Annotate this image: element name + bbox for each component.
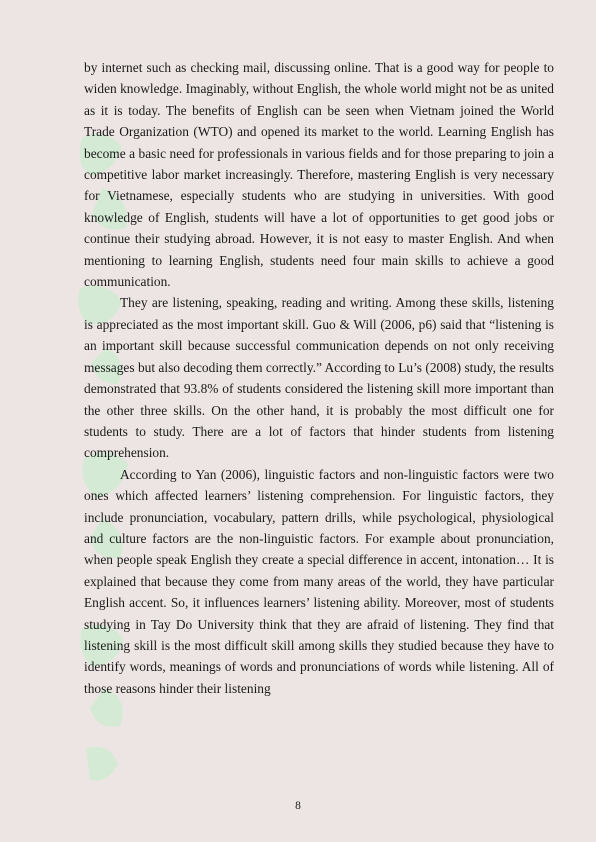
page-number: 8 xyxy=(295,800,301,812)
paragraph-1: by internet such as checking mail, discussing online. That is a good way for people to widen knowledge. Imaginably, without English, the whole world might not be as united as it is today. The benefits of English can be seen when Vietnam joined the World Trade Organization (WTO) and opened its market to the world. Learning English has become a basic need for professionals in various fields and for those preparing to join a competitive labor market increasingly. Therefore, mastering English is very necessary for Vietnamese, especially students who are studying in universities. With good knowledge of English, students will have a lot of opportunities to get good jobs or continue their studying abroad. However, it is not easy to master English. And when mentioning to learning English, students need four main skills to achieve a good communication. xyxy=(84,60,554,290)
paragraph-3: According to Yan (2006), linguistic factors and non-linguistic factors were two ones which affected learners’ listening comprehension. For linguistic factors, they include pronunciation, vocabulary, pattern drills, while psychological, physiological and culture factors are the non-linguistic factors. For example about pronunciation, when people speak English they create a special difference in accent, intonation… It is explained that because they come from many areas of the world, they have particular English accent. So, it influences learners’ listening ability. Moreover, most of students studying in Tay Do University think that they are afraid of listening. They find that listening skill is the most difficult skill among skills they studied because they have to identify words, meanings of words and pronunciations of words while listening. All of those reasons hinder their listening xyxy=(84,466,554,696)
paragraph-2: They are listening, speaking, reading and writing. Among these skills, listening is appreciated as the most important skill. Guo & Will (2006, p6) said that “listening is an important skill because successful communication depends on not only receiving messages but also decoding them correctly.” According to Lu’s (2008) study, the results demonstrated that 93.8% of students considered the listening skill more important than the other three skills. On the other hand, it is probably the most difficult one for students to study. There are a lot of factors that hinder students from listening comprehension. xyxy=(84,295,554,461)
body-text xyxy=(84,57,554,699)
